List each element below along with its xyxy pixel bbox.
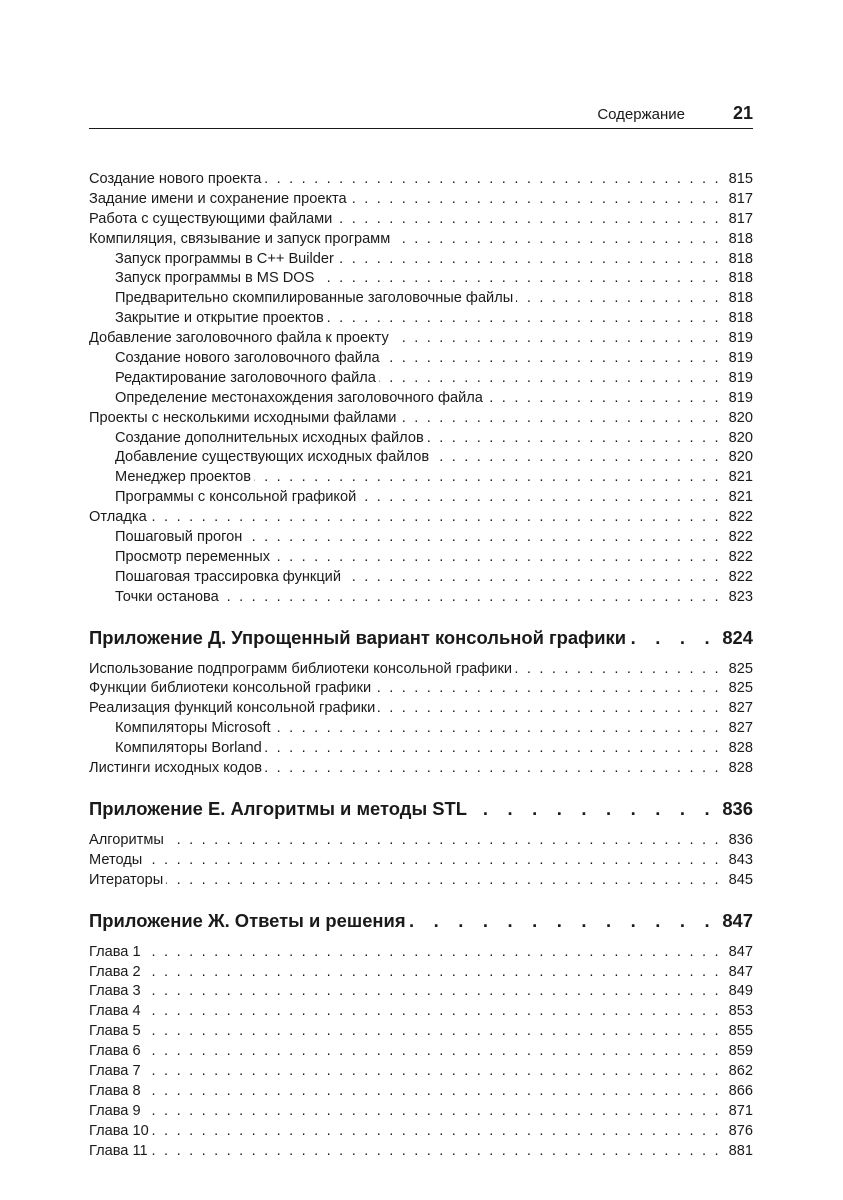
- toc-chapter-appendix-e[interactable]: [89, 796, 753, 822]
- toc-entry-page: 820: [725, 409, 753, 429]
- toc-entry-page: 817: [725, 210, 753, 230]
- toc-entry[interactable]: [89, 982, 753, 1002]
- toc-entry-page: 819: [725, 389, 753, 409]
- toc-entry-title: Редактирование заголовочного файла: [89, 370, 379, 386]
- toc-entry-title: Создание нового проекта: [89, 171, 264, 187]
- toc-entry[interactable]: [89, 448, 753, 468]
- toc-entry-page: 876: [725, 1122, 753, 1142]
- toc-entry-title: Использование подпрограмм библиотеки консольной графики: [89, 661, 515, 677]
- toc-entry[interactable]: [89, 170, 753, 190]
- toc-entry-title: Программы с консольной графикой: [89, 489, 359, 505]
- dot-leader: [89, 871, 753, 891]
- toc-entry[interactable]: [89, 468, 753, 488]
- toc-entry-title: Глава 10: [89, 1123, 152, 1139]
- toc-entry-page: 821: [725, 468, 753, 488]
- toc-entry[interactable]: [89, 759, 753, 779]
- toc-entry[interactable]: [89, 369, 753, 389]
- toc-entry-title: Создание дополнительных исходных файлов: [89, 430, 427, 446]
- running-header: [89, 104, 753, 129]
- toc-entry-page: 823: [725, 588, 753, 608]
- chapter-page: 824: [716, 625, 753, 651]
- toc-entry-page: 855: [725, 1022, 753, 1042]
- toc-entry[interactable]: [89, 963, 753, 983]
- toc-entry-title: Задание имени и сохранение проекта: [89, 191, 350, 207]
- chapter-title: Приложение Ж. Ответы и решения: [89, 910, 410, 931]
- toc-chapter-appendix-zh[interactable]: [89, 908, 753, 934]
- toc-entry-title: Пошаговый прогон: [89, 529, 245, 545]
- toc-entry-page: 820: [725, 429, 753, 449]
- toc-entry-title: Запуск программы в MS DOS: [89, 270, 317, 286]
- dot-leader: [89, 1022, 753, 1042]
- toc-entry-title: Глава 1: [89, 944, 144, 960]
- toc-block-continuation: [89, 170, 753, 608]
- header-page-number: 21: [732, 103, 753, 123]
- toc-entry[interactable]: [89, 660, 753, 680]
- toc-entry[interactable]: [89, 349, 753, 369]
- toc-entry-page: 818: [725, 309, 753, 329]
- toc-entry-title: Глава 11: [89, 1143, 151, 1159]
- toc-entry-page: 818: [725, 289, 753, 309]
- table-of-contents: [89, 170, 753, 1161]
- dot-leader: [89, 982, 753, 1002]
- toc-entry-title: Глава 3: [89, 983, 144, 999]
- toc-entry-page: 818: [725, 230, 753, 250]
- toc-entry-page: 817: [725, 190, 753, 210]
- dot-leader: [89, 1062, 753, 1082]
- toc-entry[interactable]: [89, 250, 753, 270]
- toc-entry[interactable]: [89, 488, 753, 508]
- toc-entry-page: 822: [725, 508, 753, 528]
- toc-entry[interactable]: [89, 1062, 753, 1082]
- toc-entry-title: Запуск программы в C++ Builder: [89, 251, 337, 267]
- dot-leader: [89, 943, 753, 963]
- toc-entry-page: 818: [725, 269, 753, 289]
- toc-entry-page: 825: [725, 660, 753, 680]
- toc-block-appendix-e: [89, 831, 753, 891]
- toc-entry-title: Глава 8: [89, 1083, 144, 1099]
- toc-entry-page: 859: [725, 1042, 753, 1062]
- toc-entry-page: 853: [725, 1002, 753, 1022]
- toc-entry-title: Глава 7: [89, 1063, 144, 1079]
- dot-leader: [89, 1122, 753, 1142]
- toc-entry-title: Проекты с несколькими исходными файлами: [89, 410, 399, 426]
- toc-entry-page: 847: [725, 943, 753, 963]
- toc-entry[interactable]: [89, 528, 753, 548]
- toc-entry-page: 822: [725, 568, 753, 588]
- toc-entry-page: 827: [725, 699, 753, 719]
- toc-entry-page: 822: [725, 548, 753, 568]
- toc-entry[interactable]: [89, 389, 753, 409]
- toc-entry[interactable]: [89, 429, 753, 449]
- toc-entry[interactable]: [89, 871, 753, 891]
- toc-entry[interactable]: [89, 588, 753, 608]
- toc-entry-title: Компиляторы Borland: [89, 740, 265, 756]
- toc-entry-page: 845: [725, 871, 753, 891]
- toc-entry-page: 828: [725, 759, 753, 779]
- toc-entry-title: Глава 5: [89, 1023, 144, 1039]
- toc-entry[interactable]: [89, 831, 753, 851]
- toc-entry-page: 822: [725, 528, 753, 548]
- toc-entry-title: Листинги исходных кодов: [89, 760, 265, 776]
- toc-entry-title: Функции библиотеки консольной графики: [89, 680, 374, 696]
- toc-entry-title: Создание нового заголовочного файла: [89, 350, 383, 366]
- toc-entry-title: Просмотр переменных: [89, 549, 273, 565]
- toc-entry-title: Компиляторы Microsoft: [89, 720, 274, 736]
- toc-entry-page: 871: [725, 1102, 753, 1122]
- toc-entry-page: 818: [725, 250, 753, 270]
- toc-entry[interactable]: [89, 679, 753, 699]
- toc-entry-title: Менеджер проектов: [89, 469, 254, 485]
- toc-entry[interactable]: [89, 329, 753, 349]
- chapter-title: Приложение Е. Алгоритмы и методы STL: [89, 798, 471, 819]
- toc-entry-title: Глава 4: [89, 1003, 144, 1019]
- toc-entry[interactable]: [89, 289, 753, 309]
- toc-entry[interactable]: [89, 548, 753, 568]
- toc-entry-page: 881: [725, 1142, 753, 1162]
- toc-entry-page: 828: [725, 739, 753, 759]
- toc-entry[interactable]: [89, 568, 753, 588]
- dot-leader: [89, 1102, 753, 1122]
- toc-entry-page: 819: [725, 349, 753, 369]
- toc-chapter-appendix-d[interactable]: [89, 625, 753, 651]
- toc-entry-page: 836: [725, 831, 753, 851]
- toc-entry-page: 847: [725, 963, 753, 983]
- toc-block-appendix-zh: [89, 943, 753, 1162]
- toc-entry[interactable]: [89, 1102, 753, 1122]
- toc-entry[interactable]: [89, 190, 753, 210]
- toc-entry-page: 866: [725, 1082, 753, 1102]
- chapter-title: Приложение Д. Упрощенный вариант консольной графики: [89, 627, 630, 648]
- toc-entry-title: Работа с существующими файлами: [89, 211, 335, 227]
- dot-leader: [89, 1042, 753, 1062]
- toc-entry-title: Определение местонахождения заголовочного файла: [89, 390, 486, 406]
- toc-entry[interactable]: [89, 1002, 753, 1022]
- toc-entry[interactable]: [89, 230, 753, 250]
- toc-entry-page: 825: [725, 679, 753, 699]
- toc-entry-title: Закрытие и открытие проектов: [89, 310, 327, 326]
- toc-entry[interactable]: [89, 943, 753, 963]
- toc-entry-title: Реализация функций консольной графики: [89, 700, 378, 716]
- toc-entry-page: 819: [725, 369, 753, 389]
- chapter-page: 836: [716, 796, 753, 822]
- toc-entry-page: 843: [725, 851, 753, 871]
- toc-entry[interactable]: [89, 1142, 753, 1162]
- toc-entry[interactable]: [89, 1082, 753, 1102]
- toc-entry[interactable]: [89, 739, 753, 759]
- toc-entry[interactable]: [89, 1022, 753, 1042]
- dot-leader: [89, 1002, 753, 1022]
- dot-leader: [89, 1082, 753, 1102]
- toc-entry-title: Добавление заголовочного файла к проекту: [89, 330, 392, 346]
- toc-entry[interactable]: [89, 1122, 753, 1142]
- toc-entry-title: Добавление существующих исходных файлов: [89, 449, 432, 465]
- header-section-title: Содержание: [597, 106, 685, 123]
- toc-entry-title: Глава 2: [89, 964, 144, 980]
- dot-leader: [89, 508, 753, 528]
- toc-entry-page: 821: [725, 488, 753, 508]
- toc-entry-title: Алгоритмы: [89, 832, 167, 848]
- toc-entry-title: Точки останова: [89, 589, 222, 605]
- toc-entry-title: Пошаговая трассировка функций: [89, 569, 344, 585]
- toc-entry[interactable]: [89, 1042, 753, 1062]
- toc-entry-title: Итераторы: [89, 872, 166, 888]
- dot-leader: [89, 831, 753, 851]
- toc-block-appendix-d: [89, 660, 753, 779]
- dot-leader: [89, 1142, 753, 1162]
- toc-entry[interactable]: [89, 269, 753, 289]
- toc-entry[interactable]: [89, 409, 753, 429]
- toc-entry[interactable]: [89, 851, 753, 871]
- toc-entry[interactable]: [89, 699, 753, 719]
- toc-entry-title: Глава 6: [89, 1043, 144, 1059]
- toc-entry-page: 819: [725, 329, 753, 349]
- toc-entry[interactable]: [89, 508, 753, 528]
- toc-entry[interactable]: [89, 210, 753, 230]
- toc-entry-page: 849: [725, 982, 753, 1002]
- toc-entry-title: Методы: [89, 852, 145, 868]
- toc-entry[interactable]: [89, 719, 753, 739]
- dot-leader: [89, 851, 753, 871]
- toc-entry[interactable]: [89, 309, 753, 329]
- toc-entry-title: Компиляция, связывание и запуск программ: [89, 231, 393, 247]
- toc-entry-page: 815: [725, 170, 753, 190]
- toc-entry-page: 820: [725, 448, 753, 468]
- toc-entry-title: Предварительно скомпилированные заголовочные файлы: [89, 290, 516, 306]
- toc-entry-page: 827: [725, 719, 753, 739]
- toc-entry-title: Отладка: [89, 509, 150, 525]
- toc-entry-page: 862: [725, 1062, 753, 1082]
- dot-leader: [89, 963, 753, 983]
- toc-entry-title: Глава 9: [89, 1103, 144, 1119]
- chapter-page: 847: [716, 908, 753, 934]
